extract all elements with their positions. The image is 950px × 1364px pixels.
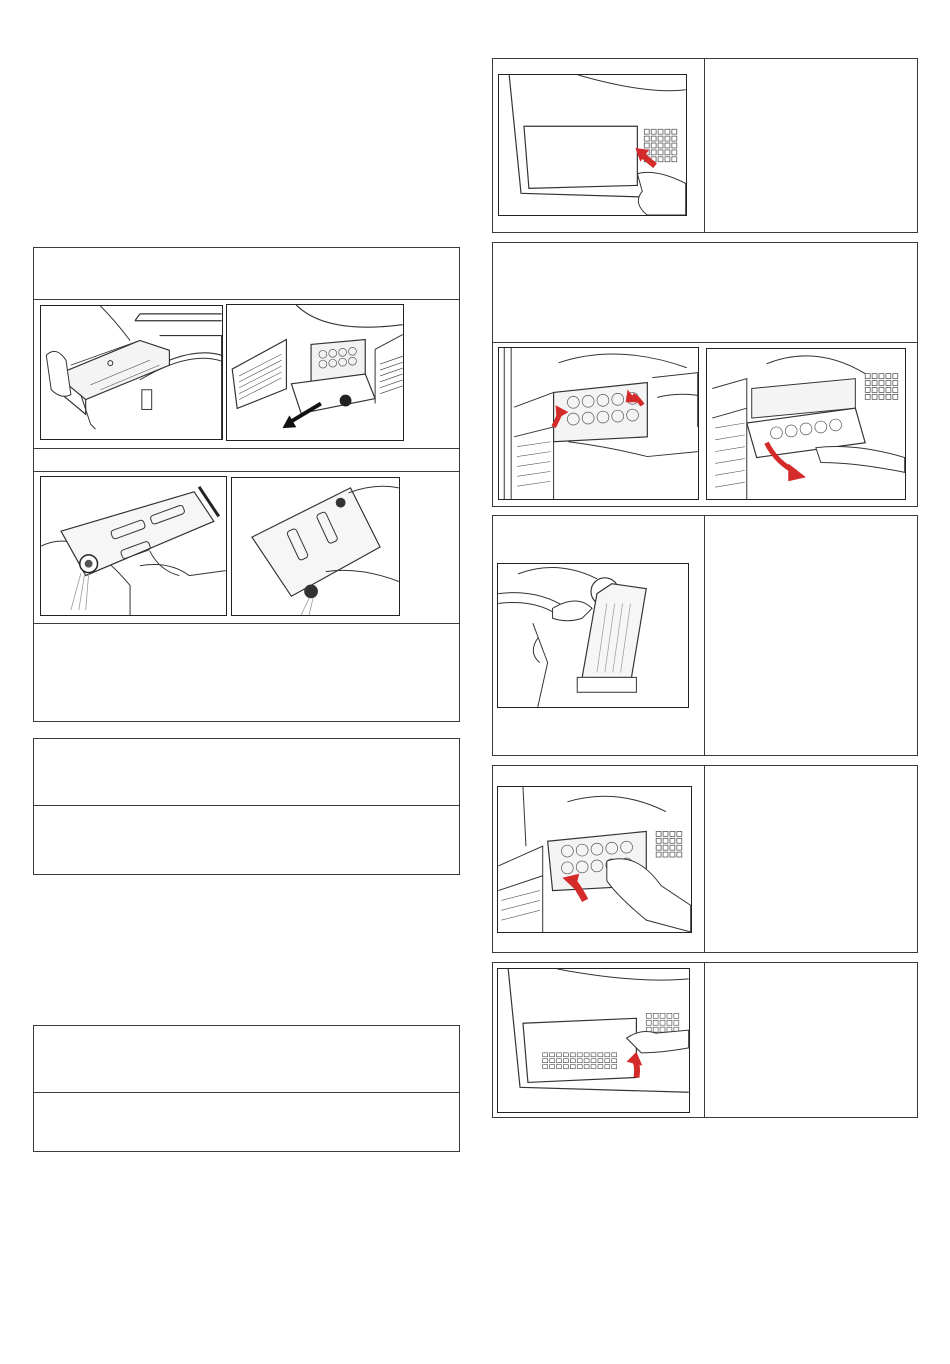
row-divider bbox=[34, 1092, 459, 1093]
rinse-filter-icon bbox=[498, 564, 688, 707]
info-table-1 bbox=[33, 738, 460, 875]
cell-divider bbox=[704, 59, 705, 232]
row-divider bbox=[34, 623, 459, 624]
pull-filter-out-illustration bbox=[706, 348, 906, 500]
insert-filter-illustration bbox=[497, 786, 692, 933]
pull-filter-icon bbox=[707, 349, 905, 499]
header-divider bbox=[493, 342, 917, 343]
drawer-slide-out-illustration bbox=[40, 305, 223, 440]
unlock-levers-icon bbox=[499, 348, 698, 499]
row-divider bbox=[34, 805, 459, 806]
filter-door-release-icon bbox=[499, 75, 686, 215]
header-divider bbox=[34, 299, 459, 300]
rinse-filter-illustration bbox=[497, 563, 689, 708]
insert-filter-icon bbox=[498, 787, 691, 932]
row-divider bbox=[34, 471, 459, 472]
container-emptying-illustration-1 bbox=[40, 476, 227, 616]
row-divider bbox=[34, 448, 459, 449]
info-table-2 bbox=[33, 1025, 460, 1152]
filter-door-release-illustration bbox=[498, 74, 687, 216]
close-filter-door-illustration bbox=[497, 968, 690, 1113]
close-door-icon bbox=[498, 969, 689, 1112]
container-emptying-illustration-2 bbox=[231, 477, 400, 616]
water-container-drawer-icon bbox=[41, 306, 222, 439]
condenser-cover-open-icon bbox=[227, 305, 403, 440]
unlock-levers-illustration bbox=[498, 347, 699, 500]
pour-water-icon bbox=[41, 477, 226, 615]
cell-divider bbox=[704, 766, 705, 952]
pour-water-icon bbox=[232, 478, 399, 615]
cell-divider bbox=[704, 963, 705, 1117]
cell-divider bbox=[704, 516, 705, 755]
base-cover-open-illustration bbox=[226, 304, 404, 441]
